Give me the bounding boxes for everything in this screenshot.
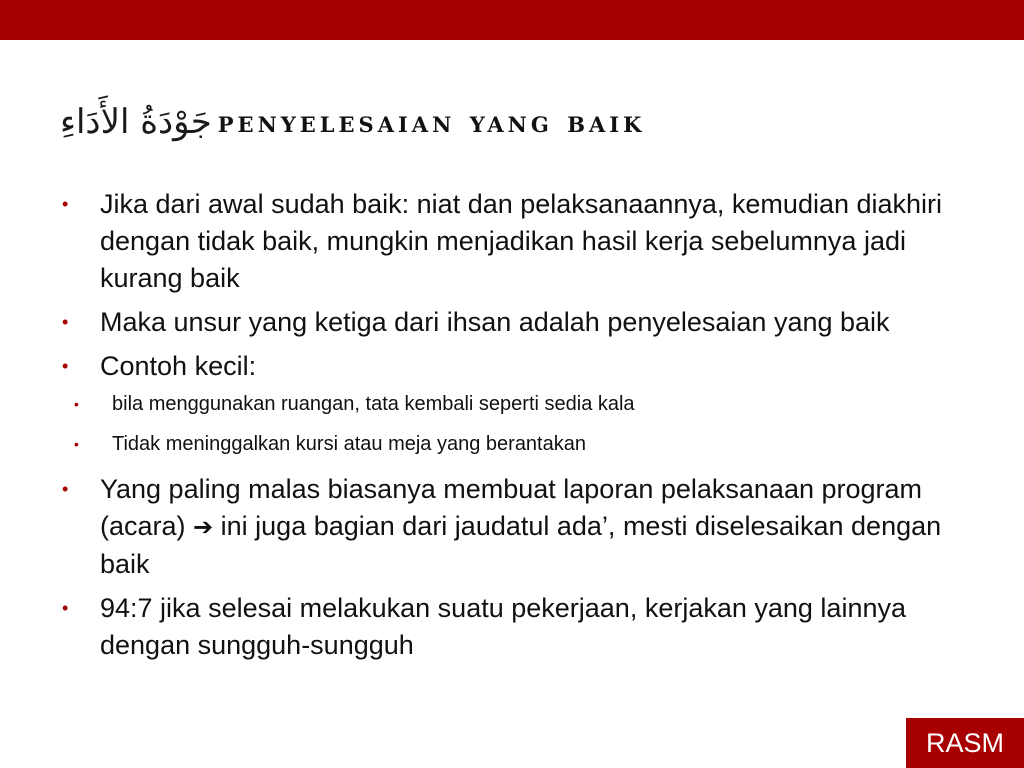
bullet-list <box>60 186 960 664</box>
bullet-icon: • <box>62 356 69 376</box>
bullet-text: 94:7 jika selesai melakukan suatu pekerjaan, kerjakan yang lainnya dengan sungguh-sungguh <box>100 593 906 660</box>
bullet-icon: • <box>62 598 69 618</box>
sub-bullet-list <box>74 391 960 457</box>
bullet-text-before-arrow: Yang paling malas biasanya membuat laporan pelaksanaan program (acara) <box>100 474 923 541</box>
sub-bullet-icon: • <box>74 436 79 452</box>
rasm-badge: RASM <box>906 718 1024 768</box>
right-arrow-icon: ➔ <box>193 513 214 541</box>
sub-bullet-text: bila menggunakan ruangan, tata kembali seperti sedia kala <box>112 393 635 415</box>
bullet-text-after-arrow: ini juga bagian dari jaudatul ada’, mesti diselesaikan dengan baik <box>100 511 942 579</box>
bullet-item-5 <box>60 590 960 664</box>
sub-bullet-text: Tidak meninggalkan kursi atau meja yang berantakan <box>112 433 586 455</box>
title-latin: penyelesaian yang baik <box>217 104 646 140</box>
title-arabic: جَوْدَةُ الأَدَاءِ <box>60 102 212 142</box>
bullet-icon: • <box>62 479 69 499</box>
bullet-text: Jika dari awal sudah baik: niat dan pelaksanaannya, kemudian diakhiri dengan tidak baik, mungkin menjadikan hasil kerja sebelumnya jadi kurang baik <box>100 189 943 293</box>
bullet-item-1 <box>60 186 960 297</box>
bullet-icon: • <box>62 194 69 214</box>
slide-title <box>60 92 645 152</box>
bullet-icon: • <box>62 312 69 332</box>
bullet-item-3 <box>60 348 960 457</box>
bullet-item-4 <box>60 471 960 583</box>
bullet-content <box>60 186 960 671</box>
bullet-item-2 <box>60 304 960 341</box>
bullet-text: Maka unsur yang ketiga dari ihsan adalah penyelesaian yang baik <box>100 307 890 337</box>
sub-bullet-icon: • <box>74 396 79 412</box>
sub-bullet-item-1 <box>60 391 960 417</box>
top-accent-bar <box>0 0 1024 40</box>
sub-bullet-item-2 <box>60 431 960 457</box>
bullet-text: Contoh kecil: <box>100 351 257 381</box>
